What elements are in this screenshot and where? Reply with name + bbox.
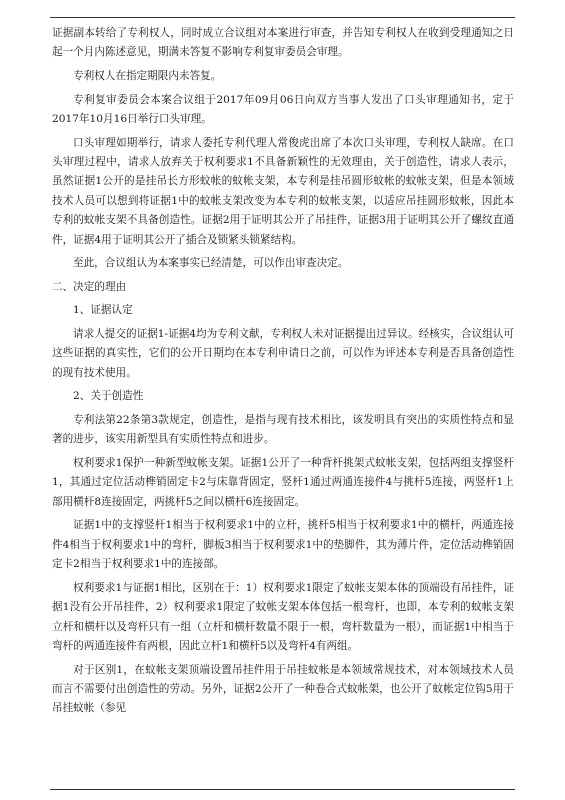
paragraph-feature-mapping: 证据1中的支撑竖杆1相当于权利要求1中的立杆，挑杆5相当于权利要求1中的横杆，两通连接件4相当于权利要求1中的弯杆，脚板3相当于权利要求1中的垫脚件，其为薄片件，定位活动榫销固定卡2相当于权利要求1中的连接部。 bbox=[52, 519, 514, 571]
subheading-inventiveness: 2、关于创造性 bbox=[73, 390, 144, 403]
paragraph-claim1-evidence1: 权利要求1保护一种新型蚊帐支架。证据1公开了一种背杆挑架式蚊帐支架，包括两组支撑竖杆1，其通过定位活动榫销固定卡2与床靠背固定，竖杆1通过两通连接件4与挑杆5连接，两竖杆1上部用横杆8连接固定，两挑杆5之间以横杆6连接固定。 bbox=[52, 457, 514, 508]
paragraph-oral-hearing: 口头审理如期举行，请求人委托专利代理人常俊虎出席了本次口头审理，专利权人缺席。在口头审理过程中，请求人放弃关于权利要求1不具备新颖性的无效理由，关于创造性，请求人表示，虽然证据1公开的是挂吊长方形蚊帐的蚊帐支架，本专利是挂吊圆形蚊帐的蚊帐支架，但是本领域技术人员可以想到将证据1中的蚊帐支架改变为本专利的蚊帐支架，以适应吊挂圆形蚊帐，因此本专利的蚊帐支架不具备创造性。证据2用于证明其公开了吊挂件，证据3用于证明其公开了螺纹直通件，证据4用于证明其公开了插合及锁紧头锁紧结构。 bbox=[52, 136, 514, 246]
paragraph-difference-1: 对于区别1，在蚊帐支架顶端设置吊挂件用于吊挂蚊帐是本领域常规技术，对本领域技术人员而言不需要付出创造性的劳动。另外，证据2公开了一种卷合式蚊帐架，也公开了蚊帐定位钩5用于吊挂蚊帐（参见 bbox=[52, 663, 514, 715]
subheading-evidence: 1、证据认定 bbox=[73, 304, 133, 317]
section-heading-reasons: 二、决定的理由 bbox=[52, 280, 127, 293]
paragraph-differences: 权利要求1与证据1相比，区别在于：1）权利要求1限定了蚊帐支架本体的顶端设有吊挂件，证据1没有公开吊挂件，2）权利要求1限定了蚊帐支架本体包括一根弯杆，也即，本专利的蚊帐支架立杆和横杆以及弯杆只有一组（立杆和横杆数量不限于一根，弯杆数量为一根），而证据1中相当于弯杆的两通连接件有两根，因此立杆1和横杆5以及弯杆4有两组。 bbox=[52, 581, 514, 653]
top-rule bbox=[50, 17, 515, 18]
paragraph-notice: 证据副本转给了专利权人，同时成立合议组对本案进行审查，并告知专利权人在收到受理通知之日起一个月内陈述意见，期满未答复不影响专利复审委员会审理。 bbox=[52, 27, 514, 59]
bottom-rule bbox=[50, 789, 515, 790]
document-body bbox=[52, 24, 514, 723]
paragraph-patent-law: 专利法第22条第3款规定，创造性，是指与现有技术相比，该发明具有突出的实质性特点和显著的进步，该实用新型具有实质性特点和进步。 bbox=[52, 414, 514, 446]
paragraph-hearing-notice: 专利复审委员会本案合议组于2017年09月06日向双方当事人发出了口头审理通知书，定于2017年10月16日举行口头审理。 bbox=[52, 93, 514, 125]
paragraph-facts-clear: 至此，合议组认为本案事实已经清楚，可以作出审查决定。 bbox=[73, 257, 349, 270]
paragraph-no-reply: 专利权人在指定期限内未答复。 bbox=[73, 70, 222, 82]
paragraph-evidence-finding: 请求人提交的证据1-证据4均为专利文献，专利权人未对证据提出过异议。经核实，合议组认可这些证据的真实性，它们的公开日期均在本专利申请日之前，可以作为评述本专利是否具备创造性的现有技术使用。 bbox=[52, 328, 514, 379]
